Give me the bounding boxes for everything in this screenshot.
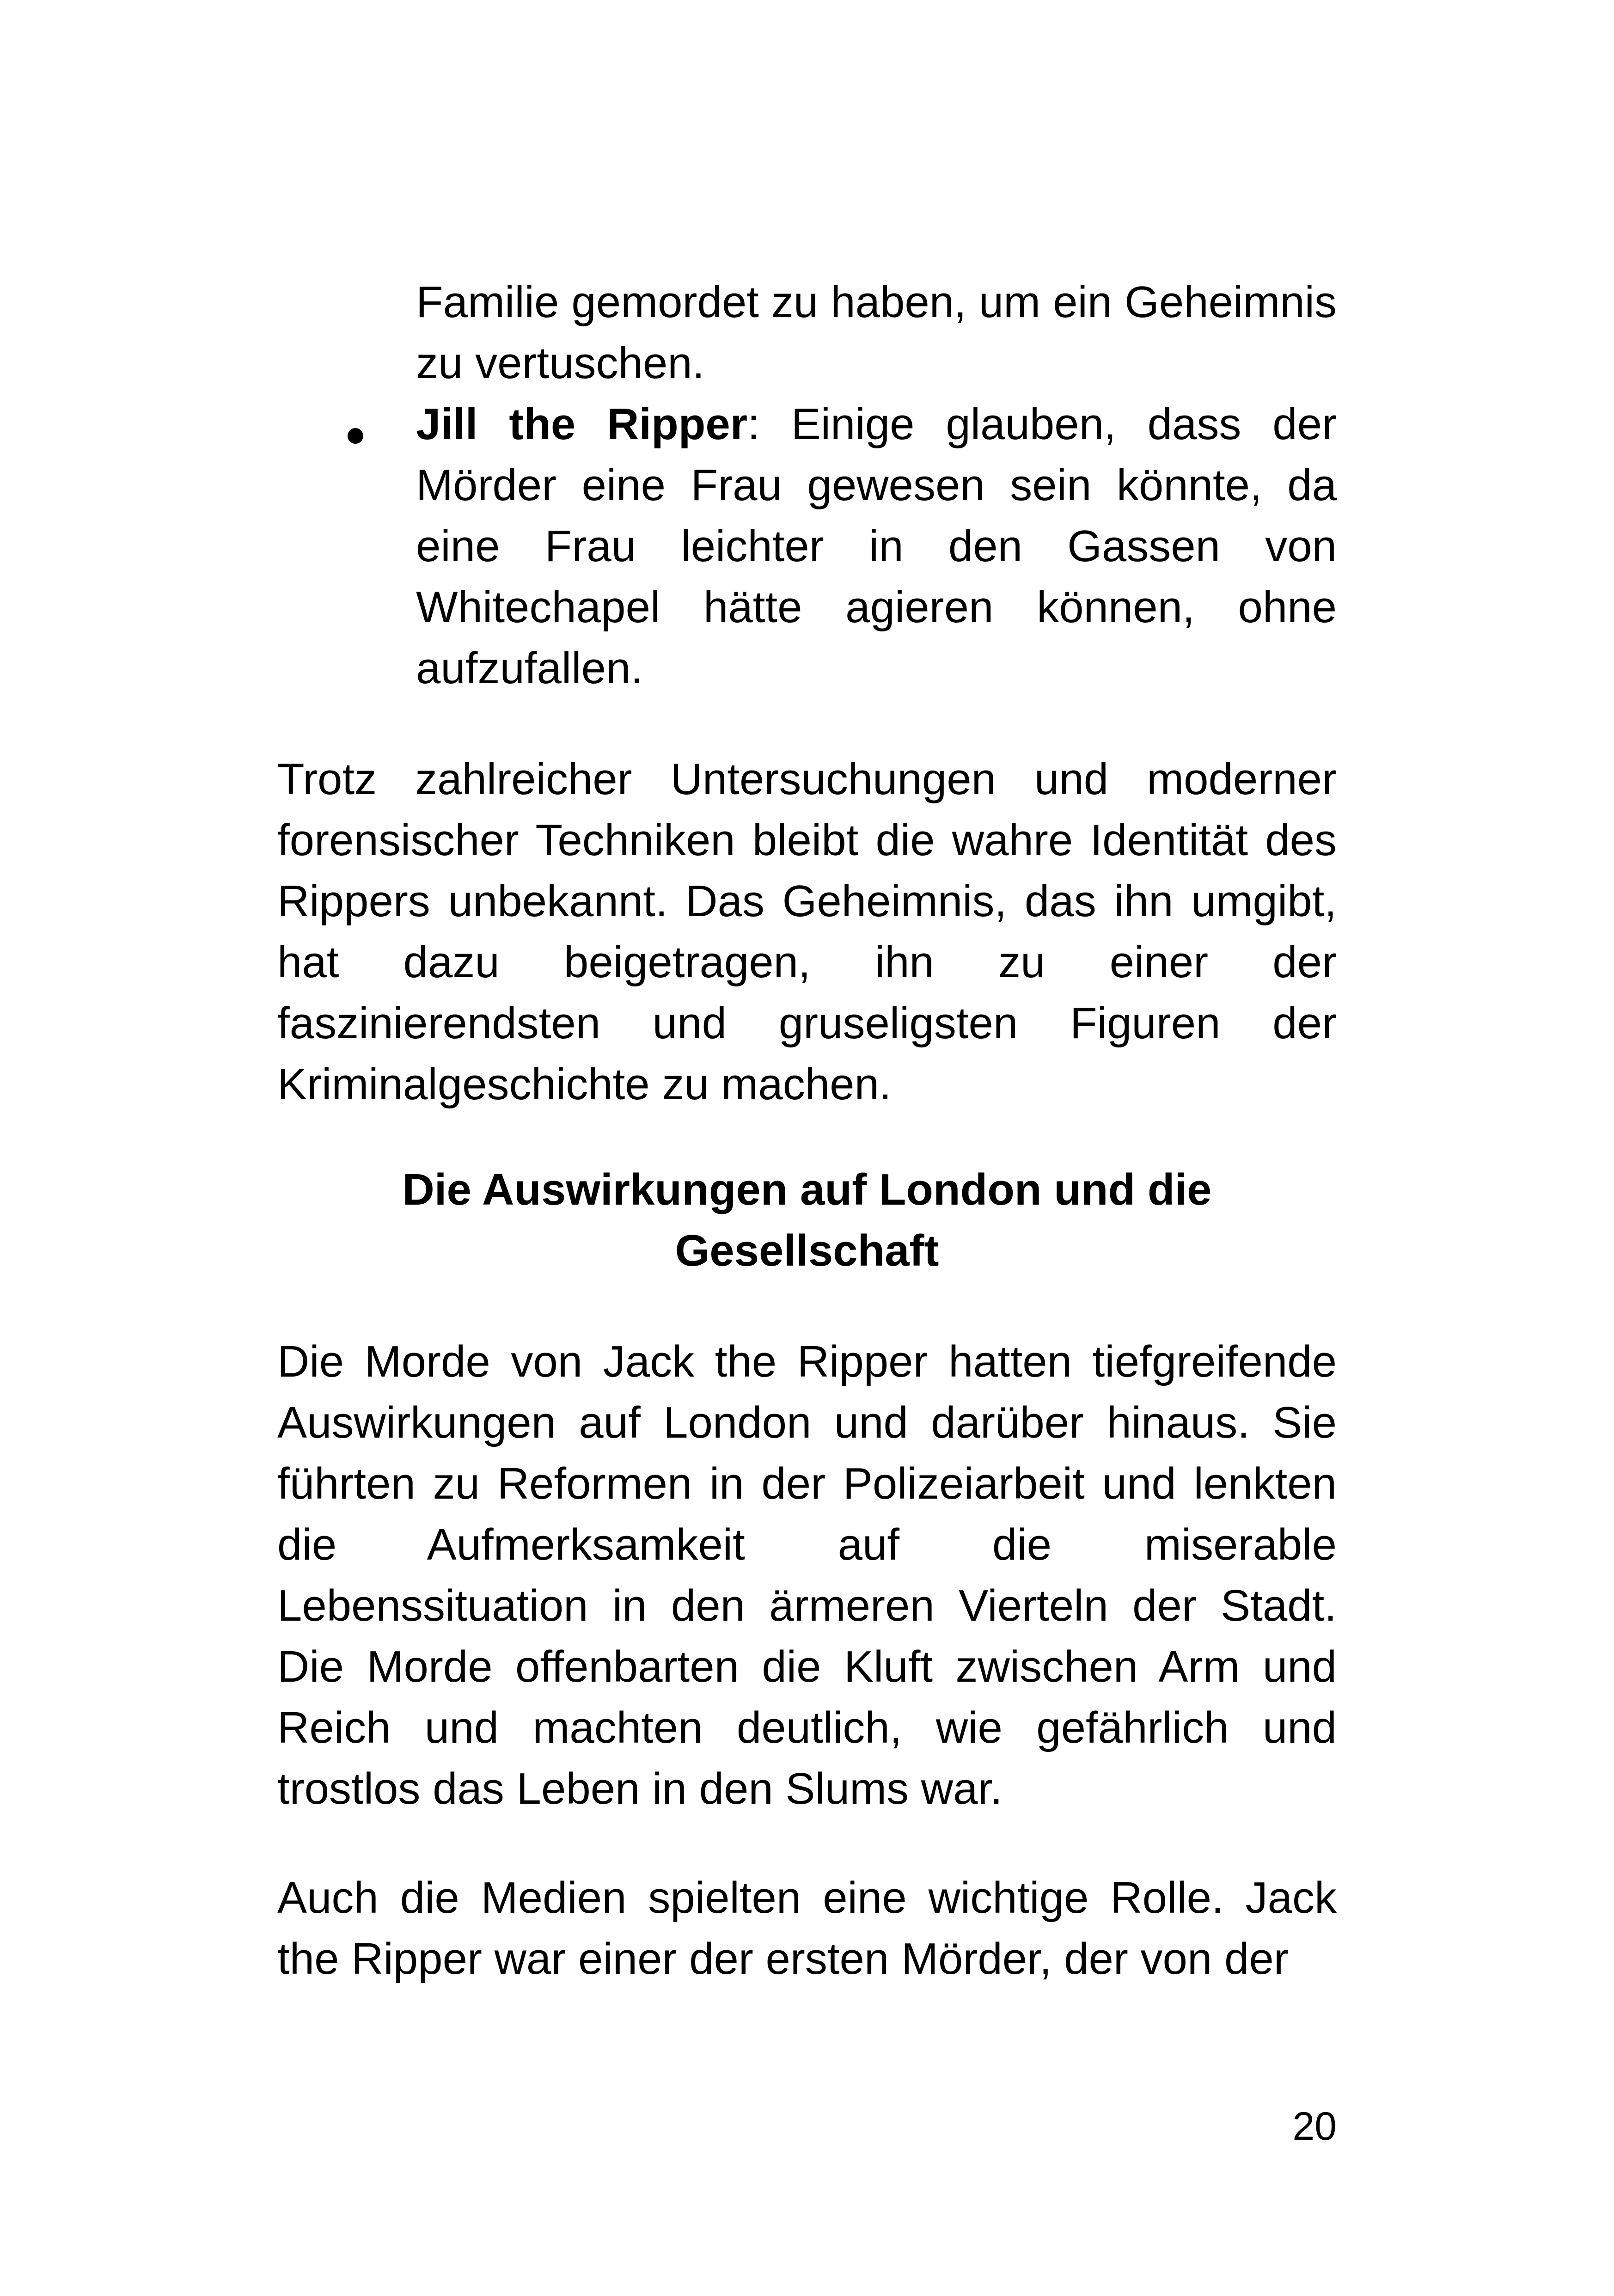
paragraph-media: Auch die Medien spielten eine wichtige Rolle. Jack the Ripper war einer der ersten Mörder, der von der — [277, 1873, 1337, 1984]
section-heading: Die Auswirkungen auf London und die Gesellschaft — [402, 1165, 1212, 1275]
list-item-jill-the-ripper — [416, 394, 1337, 699]
bullet-term: Jill the Ripper — [416, 399, 748, 449]
paragraph-identity: Trotz zahlreicher Untersuchungen und moderner forensischer Techniken bleibt die wahre Identität des Rippers unbekannt. Das Geheimnis, das ihn umgibt, hat dazu beigetragen, ihn zu einer der faszinierendsten und gruseligsten Figuren der Kriminalgeschichte zu machen. — [277, 754, 1337, 1109]
bullet-icon — [348, 428, 363, 444]
page-number: 20 — [1292, 2104, 1337, 2149]
paragraph-impact: Die Morde von Jack the Ripper hatten tiefgreifende Auswirkungen auf London und darüber hinaus. Sie führten zu Reformen in der Polizeiarbeit und lenkten die Aufmerksamkeit auf die miserable Lebenssituation in den ärmeren Vierteln der Stadt. Die Morde offenbarten die Kluft zwischen Arm und Reich und machten deutlich, wie gefährlich und trostlos das Leben in den Slums war. — [277, 1337, 1337, 1813]
bullet-text: : Einige glauben, dass der Mörder eine Frau gewesen sein könnte, da eine Frau leichter in den Gassen von Whitechapel hätte agieren können, ohne aufzufallen. — [416, 399, 1337, 693]
list-item-continuation: Familie gemordet zu haben, um ein Geheimnis zu vertuschen. — [416, 277, 1337, 388]
